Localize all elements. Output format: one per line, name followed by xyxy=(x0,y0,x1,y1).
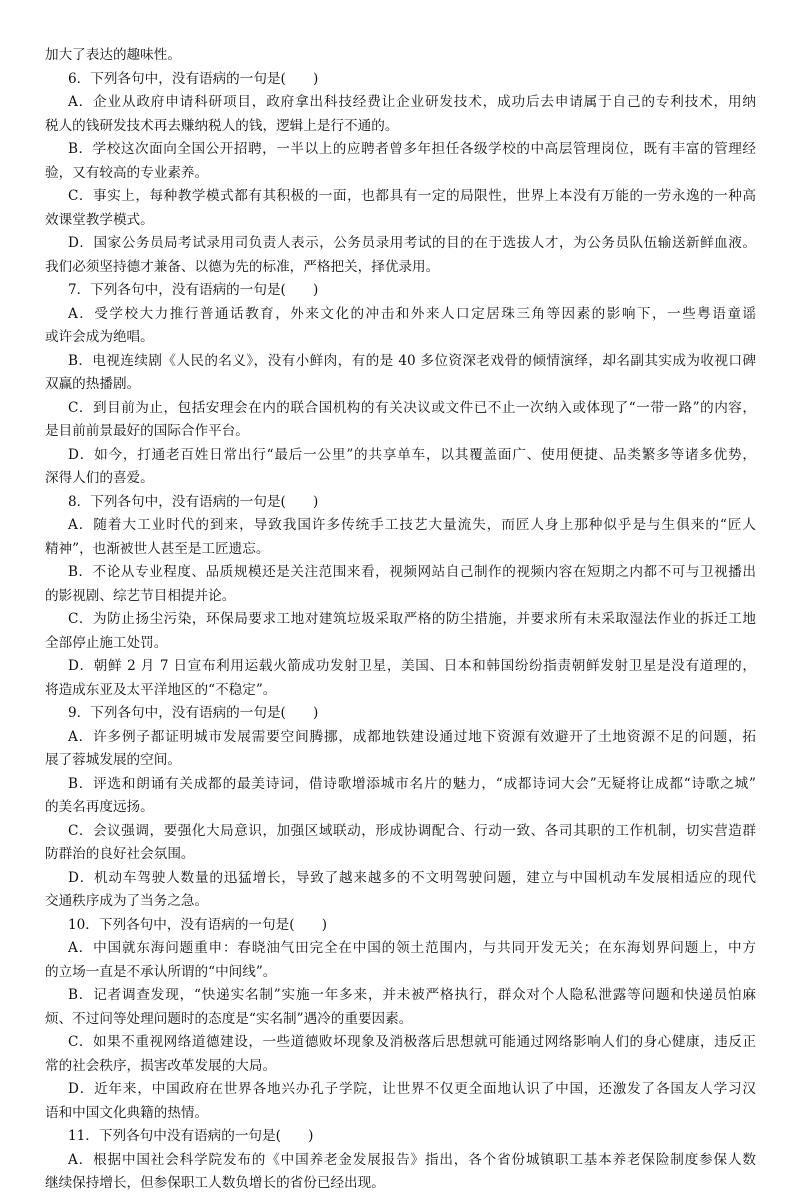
text-line: 效课堂教学模式。 xyxy=(45,211,154,228)
text-line: 常的社会秩序，损害改革发展的大局。 xyxy=(45,1057,277,1074)
text-line: 是目前前景最好的国际合作平台。 xyxy=(45,423,249,439)
text-line: 交通秩序成为了当务之急。 xyxy=(45,893,209,909)
text-line: 继续保持增长，但参保职工人数负增长的省份已经出现。 xyxy=(45,1175,385,1191)
text-line: B．不论从专业程度、品质规模还是关注范围来看，视频网站自己制作的视频内容在短期之内都不可与卫视播出 xyxy=(68,564,756,580)
text-line: 11．下列各句中没有语病的一句是( ) xyxy=(68,1128,314,1144)
text-line: 10．下列各句中，没有语病的一句是( ) xyxy=(68,916,327,933)
text-line: D．国家公务员局考试录用司负责人表示，公务员录用考试的目的在于选拔人才，为公务员队伍输送新鲜血液。 xyxy=(68,235,756,251)
text-line: 6．下列各句中，没有语病的一句是( ) xyxy=(68,70,319,87)
text-line: C．为防止扬尘污染，环保局要求工地对建筑垃圾采取严格的防尘措施，并要求所有未采取湿法作业的拆迁工地 xyxy=(68,611,756,627)
text-line: A．许多例子都证明城市发展需要空间腾挪，成都地铁建设通过地下资源有效避开了土地资源不足的问题，拓 xyxy=(68,728,756,745)
text-line: B．电视连续剧《人民的名义》，没有小鲜肉，有的是 40 多位资深老戏骨的倾情演绎，却名副其实成为收视口碑 xyxy=(68,352,756,369)
text-line: 税人的钱研发技术再去赚纳税人的钱，逻辑上是行不通的。 xyxy=(45,117,399,134)
text-line: D．朝鲜 2 月 7 日宣布利用运载火箭成功发射卫星，美国、日本和韩国纷纷指责朝鲜发射卫星是没有道理的， xyxy=(68,658,756,674)
text-line: C．事实上，每种教学模式都有其积极的一面，也都具有一定的局限性，世界上本没有万能的一劳永逸的一种高 xyxy=(68,188,756,204)
text-line: 加大了表达的趣味性。 xyxy=(45,47,181,63)
text-line: B．学校这次面向全国公开招聘，一半以上的应聘者曾多年担任各级学校的中高层管理岗位，既有丰富的管理经 xyxy=(68,141,756,157)
text-line: C．会议强调，要强化大局意识，加强区域联动，形成协调配合、行动一致、各司其职的工作机制，切实营造群 xyxy=(68,822,756,839)
text-line: A．根据中国社会科学院发布的《中国养老金发展报告》指出，各个省份城镇职工基本养老保险制度参保人数 xyxy=(68,1151,756,1168)
text-line: D．机动车驾驶人数量的迅猛增长，导致了越来越多的不文明驾驶问题，建立与中国机动车发展相适应的现代 xyxy=(68,869,756,886)
text-line: D．如今，打通老百姓日常出行“最后一公里”的共享单车，以其覆盖面广、使用便捷、品类繁多等诸多优势， xyxy=(68,446,756,463)
text-line: C．如果不重视网络道德建设，一些道德败坏现象及消极落后思想就可能通过网络影响人们的身心健康，违反正 xyxy=(68,1034,756,1050)
text-line: 或许会成为绝唱。 xyxy=(45,329,154,345)
text-line: 8．下列各句中，没有语病的一句是( ) xyxy=(68,493,319,510)
text-line: 验，又有较高的专业素养。 xyxy=(45,164,209,181)
text-line: 烦、不过问等处理问题时的态度是“实名制”遇冷的重要因素。 xyxy=(45,1010,413,1027)
text-line: D．近年来，中国政府在世界各地兴办孔子学院，让世界不仅更全面地认识了中国，还激发了各国友人学习汉 xyxy=(68,1081,756,1097)
text-line: A．中国就东海问题重申：春晓油气田完全在中国的领土范围内，与共同开发无关；在东海划界问题上，中方 xyxy=(68,940,756,956)
text-line: 7．下列各句中，没有语病的一句是( ) xyxy=(68,282,319,298)
text-line: B．评选和朗诵有关成都的最美诗词，借诗歌增添城市名片的魅力，“成都诗词大会”无疑将让成都“诗歌之城” xyxy=(68,775,756,792)
text-line: A．企业从政府申请科研项目，政府拿出科技经费让企业研发技术，成功后去申请属于自己的专利技术，用纳 xyxy=(68,94,756,110)
text-line: 9．下列各句中，没有语病的一句是( ) xyxy=(68,705,319,721)
text-line: 我们必须坚持德才兼备、以德为先的标准，严格把关，择优录用。 xyxy=(45,258,440,275)
text-line: 深得人们的喜爱。 xyxy=(45,470,154,486)
text-line: 展了蓉城发展的空间。 xyxy=(45,752,181,768)
text-line: 将造成东亚及太平洋地区的“不稳定”。 xyxy=(45,681,277,698)
text-line: 语和中国文化典籍的热情。 xyxy=(45,1104,209,1121)
text-line: C．到目前为止，包括安理会在内的联合国机构的有关决议或文件已不止一次纳入或体现了“一带一路”的内容， xyxy=(68,399,756,416)
text-line: 全部停止施工处罚。 xyxy=(45,634,168,651)
text-line: A．随着大工业时代的到来，导致我国许多传统手工技艺大量流失，而匠人身上那种似乎是与生俱来的“匠人 xyxy=(68,517,756,533)
text-line: 的立场一直是不承认所谓的“中间线”。 xyxy=(45,963,277,980)
text-line: 精神”，也渐被世人甚至是工匠遗忘。 xyxy=(45,540,270,557)
text-line: B．记者调查发现，“快递实名制”实施一年多来，并未被严格执行，群众对个人隐私泄露等问题和快递员怕麻 xyxy=(68,987,756,1003)
text-line: 的美名再度远扬。 xyxy=(45,799,154,815)
text-line: A．受学校大力推行普通话教育，外来文化的冲击和外来人口定居珠三角等因素的影响下，一些粤语童谣 xyxy=(68,305,756,322)
text-line: 防群治的良好社会氛围。 xyxy=(45,846,195,862)
text-line: 双赢的热播剧。 xyxy=(45,376,141,392)
text-line: 的影视剧、综艺节目相提并论。 xyxy=(45,587,236,604)
